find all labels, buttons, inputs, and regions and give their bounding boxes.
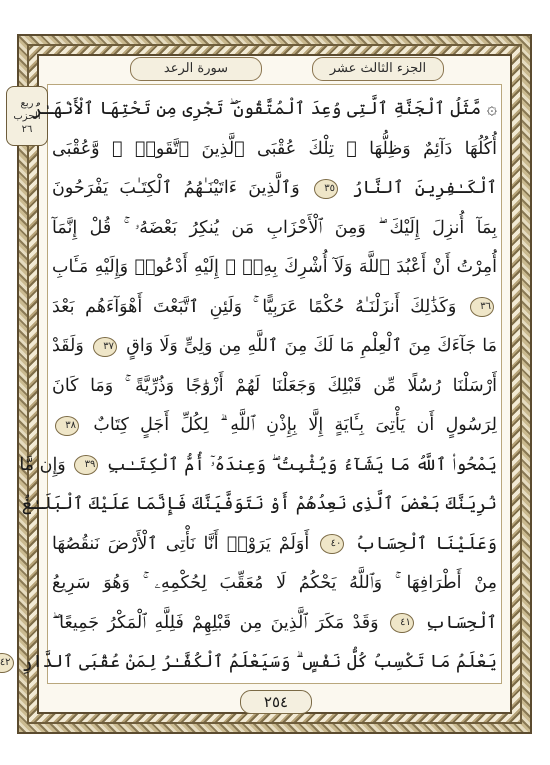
ayah-number-marker: ٣٧ bbox=[93, 337, 117, 357]
text-line bbox=[21, 485, 497, 525]
ayah-number-marker: ٣٥ bbox=[314, 179, 338, 199]
ayah-number-marker: ٤٢ bbox=[0, 653, 14, 673]
text-line bbox=[52, 367, 497, 407]
verse-text: لِرَسُولٍ أَن يَأْتِىَ بِـَٔايَةٍ إِلَّا بِإِذْنِ ٱللَّهِ ۗ لِكُلِّ أَجَلٍ كِتَابٌ bbox=[93, 415, 497, 435]
text-line bbox=[52, 525, 497, 565]
verse-text: مِنْ أَطْرَافِهَا ۚ وَٱللَّهُ يَحْكُمُ لَا مُعَقِّبَ لِحُكْمِهِۦ ۚ وَهُوَ سَرِيعُ bbox=[52, 573, 497, 593]
verse-text: وَعَلَيْنَا ٱلْحِسَابُ bbox=[355, 533, 497, 554]
verse-text: وَإِن مَّا bbox=[19, 454, 66, 475]
surah-title: سورة الرعد bbox=[130, 57, 262, 81]
text-line bbox=[52, 406, 497, 446]
text-line bbox=[52, 169, 497, 209]
verse-text: ٱلْحِسَابِ bbox=[425, 612, 497, 633]
verse-text: وَقَدْ مَكَرَ ٱلَّذِينَ مِن قَبْلِهِمْ فَلِلَّهِ ٱلْمَكْرُ جَمِيعًا ۖ bbox=[52, 612, 379, 633]
hizb-number: ٢٦ bbox=[21, 123, 33, 135]
hizb-word-1: ربع bbox=[20, 97, 34, 109]
text-line bbox=[52, 209, 497, 249]
verse-text: نُرِيَنَّكَ بَعْضَ ٱلَّذِى نَعِدُهُمْ أَوْ نَتَوَفَّيَنَّكَ فَإِنَّمَا عَلَيْكَ ٱلْبَلَـٰغُ bbox=[21, 494, 497, 514]
verse-text: مَا جَآءَكَ مِنَ ٱلْعِلْمِ مَا لَكَ مِنَ ٱللَّهِ مِن وَلِىٍّ وَلَا وَاقٍ bbox=[126, 336, 497, 356]
hizb-word-2: الحزب bbox=[13, 110, 41, 122]
ayah-number-marker: ٤١ bbox=[390, 613, 414, 633]
verse-text: يَعْلَمُ مَا تَكْسِبُ كُلُّ نَفْسٍ ۗ وَسَيَعْلَمُ ٱلْكُفَّـٰرُ لِمَنْ عُقْبَى ٱلدَّارِ bbox=[22, 652, 497, 672]
verse-text: أُمِرْتُ أَنْ أَعْبُدَ ٱللَّهَ وَلَآ أُشْرِكَ بِهِۦٓ ۚ إِلَيْهِ أَدْعُوا۟ وَإِلَيْهِ مَـَٔابِ bbox=[52, 257, 497, 277]
text-line bbox=[52, 248, 497, 288]
text-line bbox=[52, 327, 497, 367]
juz-title: الجزء الثالث عشر bbox=[312, 57, 444, 81]
verse-text: أُكُلُهَا دَآئِمٌ وَظِلُّهَا ۚ تِلْكَ عُقْبَى ٱلَّذِينَ ٱتَّقَوا۟ ۖ وَّعُقْبَى bbox=[52, 138, 497, 159]
ayah-number-marker: ٣٦ bbox=[470, 297, 494, 317]
verse-text: أَرْسَلْنَا رُسُلًا مِّن قَبْلِكَ وَجَعَلْنَا لَهُمْ أَزْوَٰجًا وَذُرِّيَّةً ۚ وَمَا كَانَ bbox=[52, 375, 497, 396]
ayah-number-marker: ٤٠ bbox=[320, 534, 344, 554]
verse-text: وَلَقَدْ bbox=[52, 336, 84, 356]
text-line bbox=[52, 288, 497, 328]
ayah-number-marker: ٣٨ bbox=[55, 416, 79, 436]
verse-text: ۞ مَّثَلُ ٱلْجَنَّةِ ٱلَّتِى وُعِدَ ٱلْمُتَّقُونَ ۖ تَجْرِى مِن تَحْتِهَا ٱلْأَنْهَـٰرُ bbox=[32, 99, 497, 119]
verse-text: بِمَآ أُنزِلَ إِلَيْكَ ۖ وَمِنَ ٱلْأَحْزَابِ مَن يُنكِرُ بَعْضَهُۥ ۚ قُلْ إِنَّمَآ bbox=[52, 217, 497, 238]
text-line bbox=[52, 604, 497, 644]
verse-text: وَٱلَّذِينَ ءَاتَيْنَـٰهُمُ ٱلْكِتَـٰبَ يَفْرَحُونَ bbox=[52, 178, 300, 198]
verse-text: وَكَذَٰلِكَ أَنزَلْنَـٰهُ حُكْمًا عَرَبِيًّا ۚ وَلَئِنِ ٱتَّبَعْتَ أَهْوَآءَهُم بَعْدَ bbox=[52, 296, 457, 317]
text-line bbox=[19, 446, 497, 486]
text-line bbox=[32, 90, 497, 130]
text-line bbox=[52, 564, 497, 604]
page-number: ٢٥٤ bbox=[240, 690, 312, 714]
ayah-number-marker: ٣٩ bbox=[74, 455, 98, 475]
text-line bbox=[52, 130, 497, 170]
verse-text: أَوَلَمْ يَرَوْا۟ أَنَّا نَأْتِى ٱلْأَرْضَ نَنقُصُهَا bbox=[52, 533, 310, 554]
verse-text: يَمْحُوا۟ ٱللَّهُ مَا يَشَآءُ وَيُثْبِتُ ۖ وَعِندَهُۥٓ أُمُّ ٱلْكِتَـٰبِ bbox=[106, 454, 497, 475]
text-line bbox=[0, 643, 497, 683]
verse-text: ٱلْكَـٰفِرِينَ ٱلنَّارُ bbox=[352, 178, 497, 198]
